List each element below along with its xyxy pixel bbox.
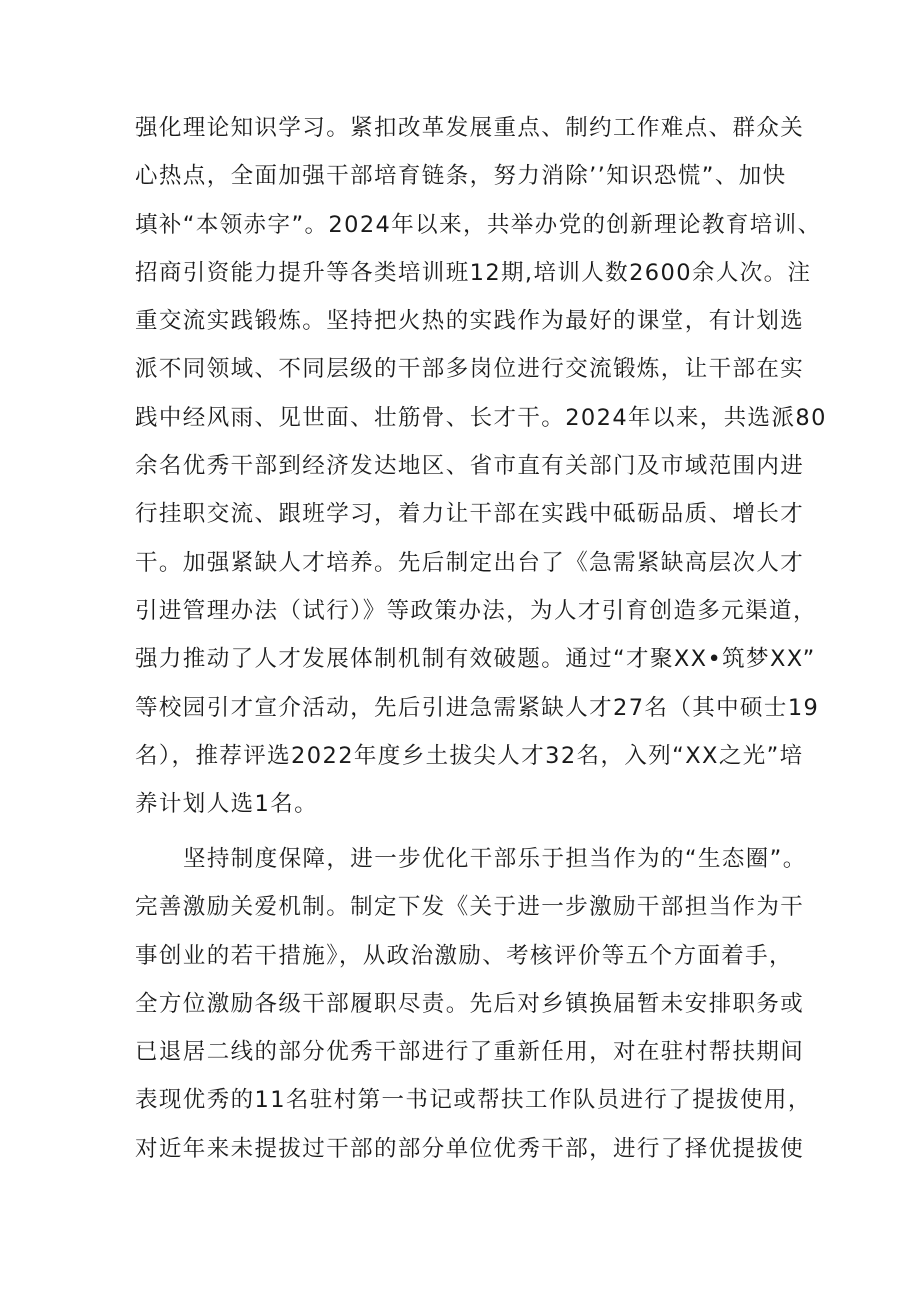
text-line: 心热点，全面加强干部培育链条，努力消除’’知识恐慌”、加快 [135, 163, 787, 190]
text-line: 派不同领域、不同层级的干部多岗位进行交流锻炼，让干部在实 [135, 356, 805, 383]
text-line: 完善激励关爱机制。制定下发《关于进一步激励干部担当作为干 [135, 894, 805, 921]
text-line: 表现优秀的11名驻村第一书记或帮扶工作队员进行了提拔使用， [135, 1087, 812, 1114]
text-line: 填补“本领赤字”。2024年以来，共举办党的创新理论教育培训、 [135, 211, 822, 238]
text-line: 引进管理办法（试行）》等政策办法，为人才引育创造多元渠道， [135, 597, 817, 624]
text-line: 行挂职交流、跟班学习，着力让干部在实践中砥砺品质、增长才 [135, 501, 805, 528]
text-line: 事创业的若干措施》，从政治激励、考核评价等五个方面着手， [135, 942, 793, 969]
text-line: 重交流实践锻炼。坚持把火热的实践作为最好的课堂，有计划选 [135, 308, 805, 335]
text-line: 全方位激励各级干部履职尽责。先后对乡镇换届暂未安排职务或 [135, 990, 805, 1017]
text-line: 对近年来未提拔过干部的部分单位优秀干部，进行了择优提拔使 [135, 1135, 805, 1162]
text-line: 践中经风雨、见世面、壮筋骨、长才干。2024年以来，共选派80 [135, 404, 827, 431]
text-line: 强力推动了人才发展体制机制有效破题。通过“才聚XX•筑梦XX” [135, 646, 816, 673]
text-line: 名），推荐评选2022年度乡土拔尖人才32名，入列“XX之光”培 [135, 742, 804, 769]
text-line: 招商引资能力提升等各类培训班12期,培训人数2600余人次。注 [135, 259, 812, 286]
paragraph-system-guarantee [135, 835, 812, 1173]
paragraph-talent-training [135, 104, 827, 828]
text-line: 等校园引才宣介活动，先后引进急需紧缺人才27名（其中硕士19 [135, 694, 820, 721]
text-line: 坚持制度保障，进一步优化干部乐于担当作为的“生态圈”。 [183, 846, 807, 872]
text-line: 养计划人选1名。 [135, 791, 319, 818]
text-line: 干。加强紧缺人才培养。先后制定出台了《急需紧缺高层次人才 [135, 549, 805, 576]
text-line: 余名优秀干部到经济发达地区、省市直有关部门及市域范围内进 [135, 453, 805, 480]
text-line: 已退居二线的部分优秀干部进行了重新任用，对在驻村帮扶期间 [135, 1039, 805, 1066]
text-line: 强化理论知识学习。紧扣改革发展重点、制约工作难点、群众关 [135, 115, 805, 141]
